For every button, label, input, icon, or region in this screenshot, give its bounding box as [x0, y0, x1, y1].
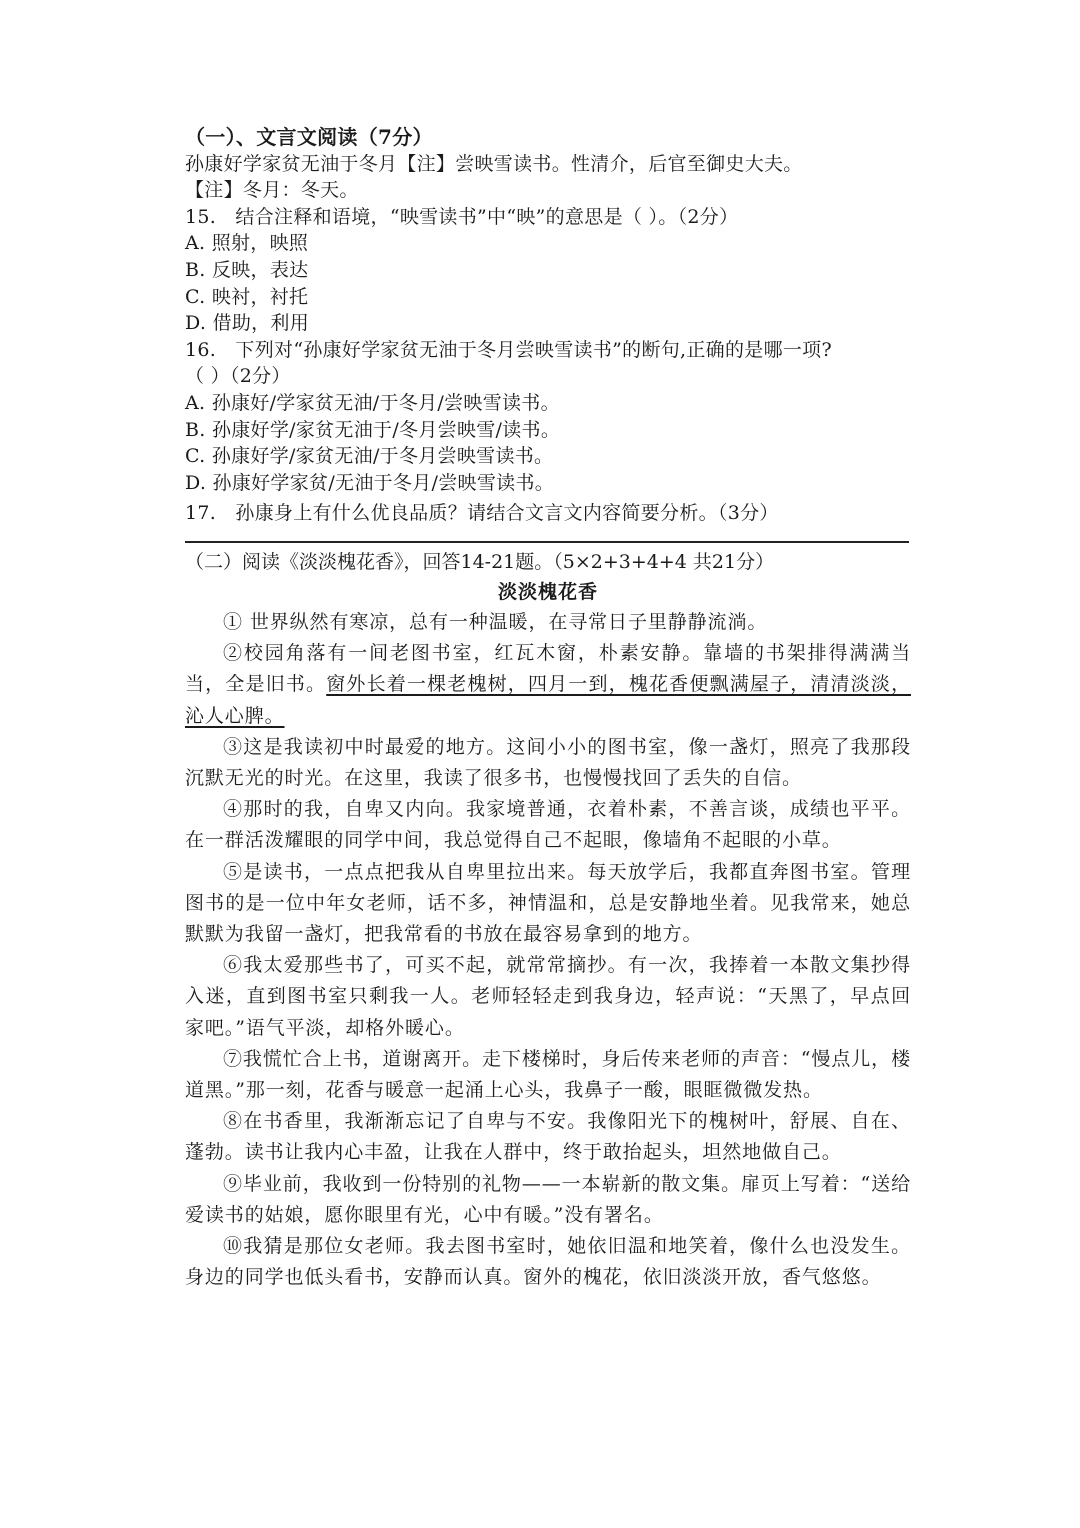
- question-16-option-a: A. 孙康好/学家贫无油/于冬月/尝映雪读书。: [185, 391, 560, 414]
- underlined-sentence: 窗外长着一棵老槐树，四月一到，槐花香便飘满屋子，清清淡淡，沁人心脾。: [185, 673, 911, 727]
- annotation-note: 【注】冬月：冬天。: [185, 179, 359, 202]
- question-16-option-b: B. 孙康好学/家贫无油于/冬月尝映雪/读书。: [185, 418, 561, 441]
- question-15-option-a: A. 照射，映照: [185, 232, 309, 255]
- article-paragraph-4: ④那时的我，自卑又内向。我家境普通，衣着朴素，不善言谈，成绩也平平。在一群活泼耀眼的同学中间，我总觉得自己不起眼，像墙角不起眼的小草。: [185, 798, 911, 852]
- article-paragraph-10: ⑩我猜是那位女老师。我去图书室时，她依旧温和地笑着，像什么也没发生。身边的同学也低头看书，安静而认真。窗外的槐花，依旧淡淡开放，香气悠悠。: [185, 1234, 911, 1289]
- article-paragraph-1: ① 世界纵然有寒凉，总有一种温暖，在寻常日子里静静流淌。: [223, 610, 768, 633]
- question-15-option-b: B. 反映，表达: [185, 258, 309, 281]
- question-16-stem-cont: （ ）（2分）: [185, 365, 291, 388]
- section-divider: [185, 541, 909, 543]
- question-16-option-d: D. 孙康好学家贫/无油于冬月/尝映雪读书。: [185, 471, 555, 494]
- paragraph-2-text: ②校园角落有一间老图书室，红瓦木窗，朴素安静。靠墙的书架排得满满当当，全是旧书。: [185, 642, 911, 696]
- article-paragraph-2: [185, 638, 911, 732]
- exam-page: [185, 124, 911, 1293]
- article-paragraph-7: ⑦我慌忙合上书，道谢离开。走下楼梯时，身后传来老师的声音：“慢点儿，楼道黑。”那一刻，花香与暖意一起涌上心头，我鼻子一酸，眼眶微微发热。: [185, 1047, 911, 1101]
- question-17: 17. 孙康身上有什么优良品质？请结合文言文内容简要分析。（3分）: [185, 502, 779, 525]
- question-15-option-d: D. 借助，利用: [185, 312, 310, 335]
- question-15-option-c: C. 映衬，衬托: [185, 285, 309, 308]
- article-title: 淡淡槐花香: [497, 580, 598, 603]
- section2-heading: （二）阅读《淡淡槐花香》，回答14-21题。（5×2+3+4+4 共21分）: [185, 550, 775, 573]
- classical-passage: 孙康好学家贫无油于冬月【注】尝映雪读书。性清介，后官至御史大夫。: [185, 152, 803, 175]
- question-16-stem: 16. 下列对“孙康好学家贫无油于冬月尝映雪读书”的断句,正确的是哪一项?: [185, 338, 832, 361]
- article-paragraph-3: ③这是我读初中时最爱的地方。这间小小的图书室，像一盏灯，照亮了我那段沉默无光的时光。在这里，我读了很多书，也慢慢找回了丢失的自信。: [185, 735, 911, 789]
- article-paragraph-9: ⑨毕业前，我收到一份特别的礼物——一本崭新的散文集。扉页上写着：“送给爱读书的姑娘，愿你眼里有光，心中有暖。”没有署名。: [185, 1172, 911, 1226]
- question-16-option-c: C. 孙康好学/家贫无油/于冬月尝映雪读书。: [185, 445, 554, 468]
- article-paragraph-5: ⑤是读书，一点点把我从自卑里拉出来。每天放学后，我都直奔图书室。管理图书的是一位中年女老师，话不多，神情温和，总是安静地坐着。见我常来，她总默默为我留一盏灯，把我常看的书放在最容易拿到的地方。: [185, 860, 911, 945]
- question-15-stem: 15. 结合注释和语境，“映雪读书”中“映”的意思是（ ）。（2分）: [185, 205, 739, 228]
- article-paragraph-6: ⑥我太爱那些书了，可买不起，就常常摘抄。有一次，我捧着一本散文集抄得入迷，直到图书室只剩我一人。老师轻轻走到我身边，轻声说：“天黑了，早点回家吧。”语气平淡，却格外暖心。: [185, 954, 911, 1039]
- article-paragraph-8: ⑧在书香里，我渐渐忘记了自卑与不安。我像阳光下的槐树叶，舒展、自在、蓬勃。读书让我内心丰盈，让我在人群中，终于敢抬起头，坦然地做自己。: [185, 1110, 911, 1164]
- section1-title: （一）、文言文阅读（7分）: [185, 125, 433, 149]
